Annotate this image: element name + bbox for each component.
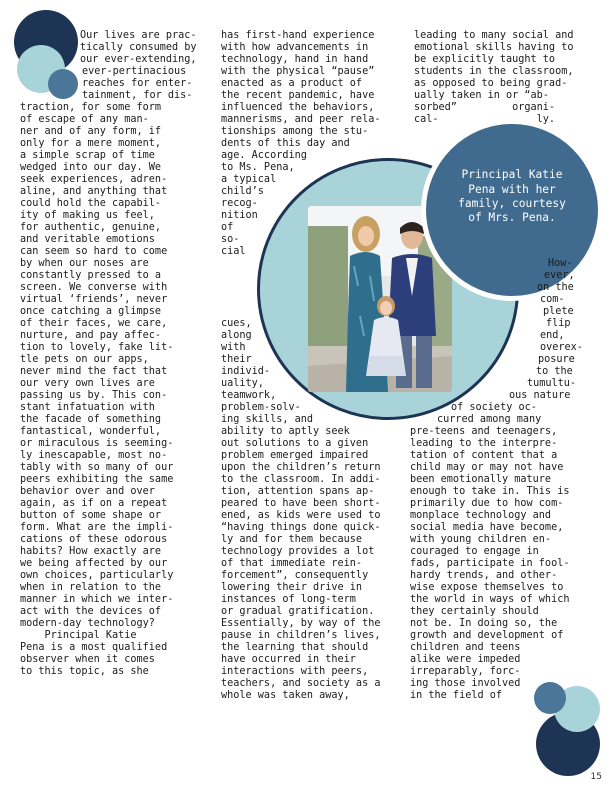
- article-text-line: and veritable emotions: [20, 234, 155, 245]
- article-text-line: problem emerged impaired: [221, 450, 369, 461]
- article-text-line: of that immediate rein-: [221, 558, 363, 569]
- article-text-line: influenced the behaviors,: [221, 102, 375, 113]
- photo-caption: Principal Katie Pena with her family, courtesy of Mrs. Pena.: [458, 168, 566, 225]
- article-text-line: whole was taken away,: [221, 690, 350, 701]
- article-text-line: with: [221, 342, 246, 353]
- article-text-line: a simple scrap of time: [20, 150, 155, 161]
- article-text-line: of society oc-: [451, 402, 537, 413]
- article-text-line: cial: [221, 246, 246, 257]
- article-text-line: or gradual gratification.: [221, 606, 375, 617]
- article-text-line: tably with so many of our: [20, 462, 174, 473]
- article-text-line: tle pets on our apps,: [20, 354, 149, 365]
- article-text-line: upon the children’s return: [221, 462, 381, 473]
- article-text-line: lowering their drive in: [221, 582, 363, 593]
- article-text-line: reaches for enter-: [82, 78, 193, 89]
- article-text-line: wedged into our day. We: [20, 162, 162, 173]
- article-text-line: pre-teens and teenagers,: [410, 426, 558, 437]
- article-text-line: to the: [536, 366, 573, 377]
- article-text-line: out solutions to a given: [221, 438, 369, 449]
- article-text-line: habits? How exactly are: [20, 546, 162, 557]
- article-text-line: on the: [537, 282, 574, 293]
- article-text-line: nition: [221, 210, 258, 221]
- article-text-line: aline, and anything that: [20, 186, 168, 197]
- article-text-line: growth and development of: [410, 630, 564, 641]
- article-text-line: mannerisms, and peer rela-: [221, 114, 381, 125]
- article-text-line: peers exhibiting the same: [20, 474, 174, 485]
- article-text-line: once catching a glimpse: [20, 306, 162, 317]
- article-text-line: recog-: [221, 198, 258, 209]
- article-text-line: hardy trends, and other-: [410, 570, 558, 581]
- article-text-line: teamwork,: [221, 390, 277, 401]
- article-text-line: Essentially, by way of the: [221, 618, 381, 629]
- decor-circle-blue-top: [48, 69, 78, 99]
- article-text-line: their: [221, 354, 252, 365]
- article-text-line: to Ms. Pena,: [221, 162, 295, 173]
- article-text-line: uality,: [221, 378, 264, 389]
- article-text-line: alike were impeded: [410, 654, 521, 665]
- article-text-line: ly and for them because: [221, 534, 363, 545]
- article-text-line: to this topic, as she: [20, 666, 149, 677]
- article-text-line: ever,: [544, 270, 575, 281]
- article-text-line: How-: [548, 258, 573, 269]
- article-text-line: instances of long-term: [221, 594, 356, 605]
- article-text-line: our very own lives are: [20, 378, 155, 389]
- article-text-line: ner and of any form, if: [20, 126, 162, 137]
- article-text-line: as opposed to being grad-: [414, 78, 568, 89]
- article-text-line: overex-: [540, 342, 583, 353]
- article-text-line: tion to lovely, fake lit-: [20, 342, 174, 353]
- article-text-line: to the classroom. In addi-: [221, 474, 381, 485]
- article-text-line: tation of content that a: [410, 450, 558, 461]
- article-text-line: button of some shape or: [20, 510, 162, 521]
- article-text-line: cal- ly.: [414, 114, 556, 125]
- article-text-line: traction, for some form: [20, 102, 162, 113]
- article-text-line: curred among many: [437, 414, 542, 425]
- article-text-line: cues,: [221, 318, 252, 329]
- article-text-line: stant infatuation with: [20, 402, 155, 413]
- article-text-line: forcement”, consequently: [221, 570, 369, 581]
- article-text-line: wise expose themselves to: [410, 582, 564, 593]
- article-text-line: a typical: [221, 174, 277, 185]
- article-text-line: with how advancements in: [221, 42, 369, 53]
- article-text-line: technology provides a lot: [221, 546, 375, 557]
- article-text-line: observer when it comes: [20, 654, 155, 665]
- article-text-line: the learning that should: [221, 642, 369, 653]
- article-text-line: we being affected by our: [20, 558, 168, 569]
- article-text-line: constantly pressed to a: [20, 270, 162, 281]
- article-text-line: have occurred in their: [221, 654, 356, 665]
- article-text-line: social media have become,: [410, 522, 564, 533]
- article-text-line: “having things done quick-: [221, 522, 381, 533]
- article-text-line: sorbed” organi-: [414, 102, 556, 113]
- article-text-line: individ-: [221, 366, 271, 377]
- article-text-line: teachers, and society as a: [221, 678, 381, 689]
- article-text-line: tion, attention spans ap-: [221, 486, 375, 497]
- article-text-line: of: [221, 222, 234, 233]
- article-text-line: act with the devices of: [20, 606, 162, 617]
- article-text-line: ually taken in or “ab-: [414, 90, 549, 101]
- article-text-line: irreparably, forc-: [410, 666, 521, 677]
- article-text-line: for authentic, genuine,: [20, 222, 162, 233]
- article-text-line: could hold the capabil-: [20, 198, 162, 209]
- article-text-line: children and teens: [410, 642, 521, 653]
- article-text-line: own choices, particularly: [20, 570, 174, 581]
- article-text-line: the world in ways of which: [410, 594, 570, 605]
- article-text-line: Pena is a most qualified: [20, 642, 168, 653]
- article-text-line: tically consumed by: [80, 42, 197, 53]
- article-text-line: enough to take in. This is: [410, 486, 570, 497]
- article-text-line: child may or may not have: [410, 462, 564, 473]
- article-text-line: the facade of something: [20, 414, 162, 425]
- page-number: 15: [590, 772, 602, 782]
- article-text-line: com-: [540, 294, 565, 305]
- article-text-line: flip: [546, 318, 571, 329]
- article-text-line: fantastical, wonderful,: [20, 426, 162, 437]
- article-text-line: passing us by. This con-: [20, 390, 168, 401]
- article-text-line: again, as if on a repeat: [20, 498, 168, 509]
- article-text-line: monplace technology and: [410, 510, 552, 521]
- article-text-line: ly inescapable, most no-: [20, 450, 168, 461]
- article-text-line: leading to many social and: [414, 30, 574, 41]
- article-text-line: posure: [538, 354, 575, 365]
- article-text-line: modern-day technology?: [20, 618, 155, 629]
- article-text-line: when in relation to the: [20, 582, 162, 593]
- article-text-line: nurture, and pay affec-: [20, 330, 162, 341]
- article-text-line: with young children en-: [410, 534, 552, 545]
- article-text-line: cations of these odorous: [20, 534, 168, 545]
- article-text-line: be explicitly taught to: [414, 54, 556, 65]
- article-text-line: or miraculous is seeming-: [20, 438, 174, 449]
- article-text-line: never mind the fact that: [20, 366, 168, 377]
- article-text-line: Principal Katie: [20, 630, 137, 641]
- article-text-line: been emotionally mature: [410, 474, 552, 485]
- article-text-line: ity of making us feel,: [20, 210, 155, 221]
- article-text-line: has first-hand experience: [221, 30, 375, 41]
- article-text-line: with the physical “pause”: [221, 66, 375, 77]
- article-text-line: end,: [540, 330, 565, 341]
- article-text-line: plete: [543, 306, 574, 317]
- article-text-line: couraged to engage in: [410, 546, 539, 557]
- article-text-line: tainment, for dis-: [82, 90, 193, 101]
- article-text-line: peared to have been short-: [221, 498, 381, 509]
- article-text-line: screen. We converse with: [20, 282, 168, 293]
- article-text-line: ever-pertinacious: [82, 66, 187, 77]
- article-text-line: seek experiences, adren-: [20, 174, 168, 185]
- article-text-line: ened, as kids were used to: [221, 510, 381, 521]
- article-text-line: the recent pandemic, have: [221, 90, 375, 101]
- article-text-line: tumultu-: [527, 378, 577, 389]
- article-text-line: fads, participate in fool-: [410, 558, 570, 569]
- article-text-line: leading to the interpre-: [410, 438, 558, 449]
- article-text-line: Our lives are prac-: [80, 30, 197, 41]
- article-text-line: primarily due to how com-: [410, 498, 564, 509]
- article-text-line: they certainly should: [410, 606, 539, 617]
- article-text-line: pause in children’s lives,: [221, 630, 381, 641]
- article-text-line: so-: [221, 234, 240, 245]
- article-text-line: tionships among the stu-: [221, 126, 369, 137]
- article-text-line: by when our noses are: [20, 258, 149, 269]
- article-text-line: manner in which we inter-: [20, 594, 174, 605]
- article-text-line: dents of this day and: [221, 138, 350, 149]
- article-text-line: along: [221, 330, 252, 341]
- article-text-line: ing those involved: [410, 678, 521, 689]
- article-text-line: our ever-extending,: [80, 54, 197, 65]
- article-text-line: only for a mere moment,: [20, 138, 162, 149]
- article-text-line: ing skills, and: [221, 414, 314, 425]
- article-text-line: technology, hand in hand: [221, 54, 369, 65]
- article-text-line: behavior over and over: [20, 486, 155, 497]
- article-text-line: emotional skills having to: [414, 42, 574, 53]
- article-text-line: age. According: [221, 150, 307, 161]
- article-text-line: not be. In doing so, the: [410, 618, 558, 629]
- article-text-line: child’s: [221, 186, 264, 197]
- article-text-line: form. What are the impli-: [20, 522, 174, 533]
- article-text-line: of their faces, we care,: [20, 318, 168, 329]
- article-text-line: in the field of: [410, 690, 503, 701]
- article-text-line: virtual ‘friends’, never: [20, 294, 168, 305]
- article-text-line: students in the classroom,: [414, 66, 574, 77]
- article-text-line: enacted as a product of: [221, 78, 363, 89]
- article-text-line: interactions with peers,: [221, 666, 369, 677]
- article-text-line: of escape of any man-: [20, 114, 149, 125]
- decor-circle-blue-bottom: [534, 682, 566, 714]
- article-text-line: problem-solv-: [221, 402, 301, 413]
- article-text-line: ous nature: [509, 390, 571, 401]
- article-text-line: can seem so hard to come: [20, 246, 168, 257]
- article-text-line: ability to aptly seek: [221, 426, 350, 437]
